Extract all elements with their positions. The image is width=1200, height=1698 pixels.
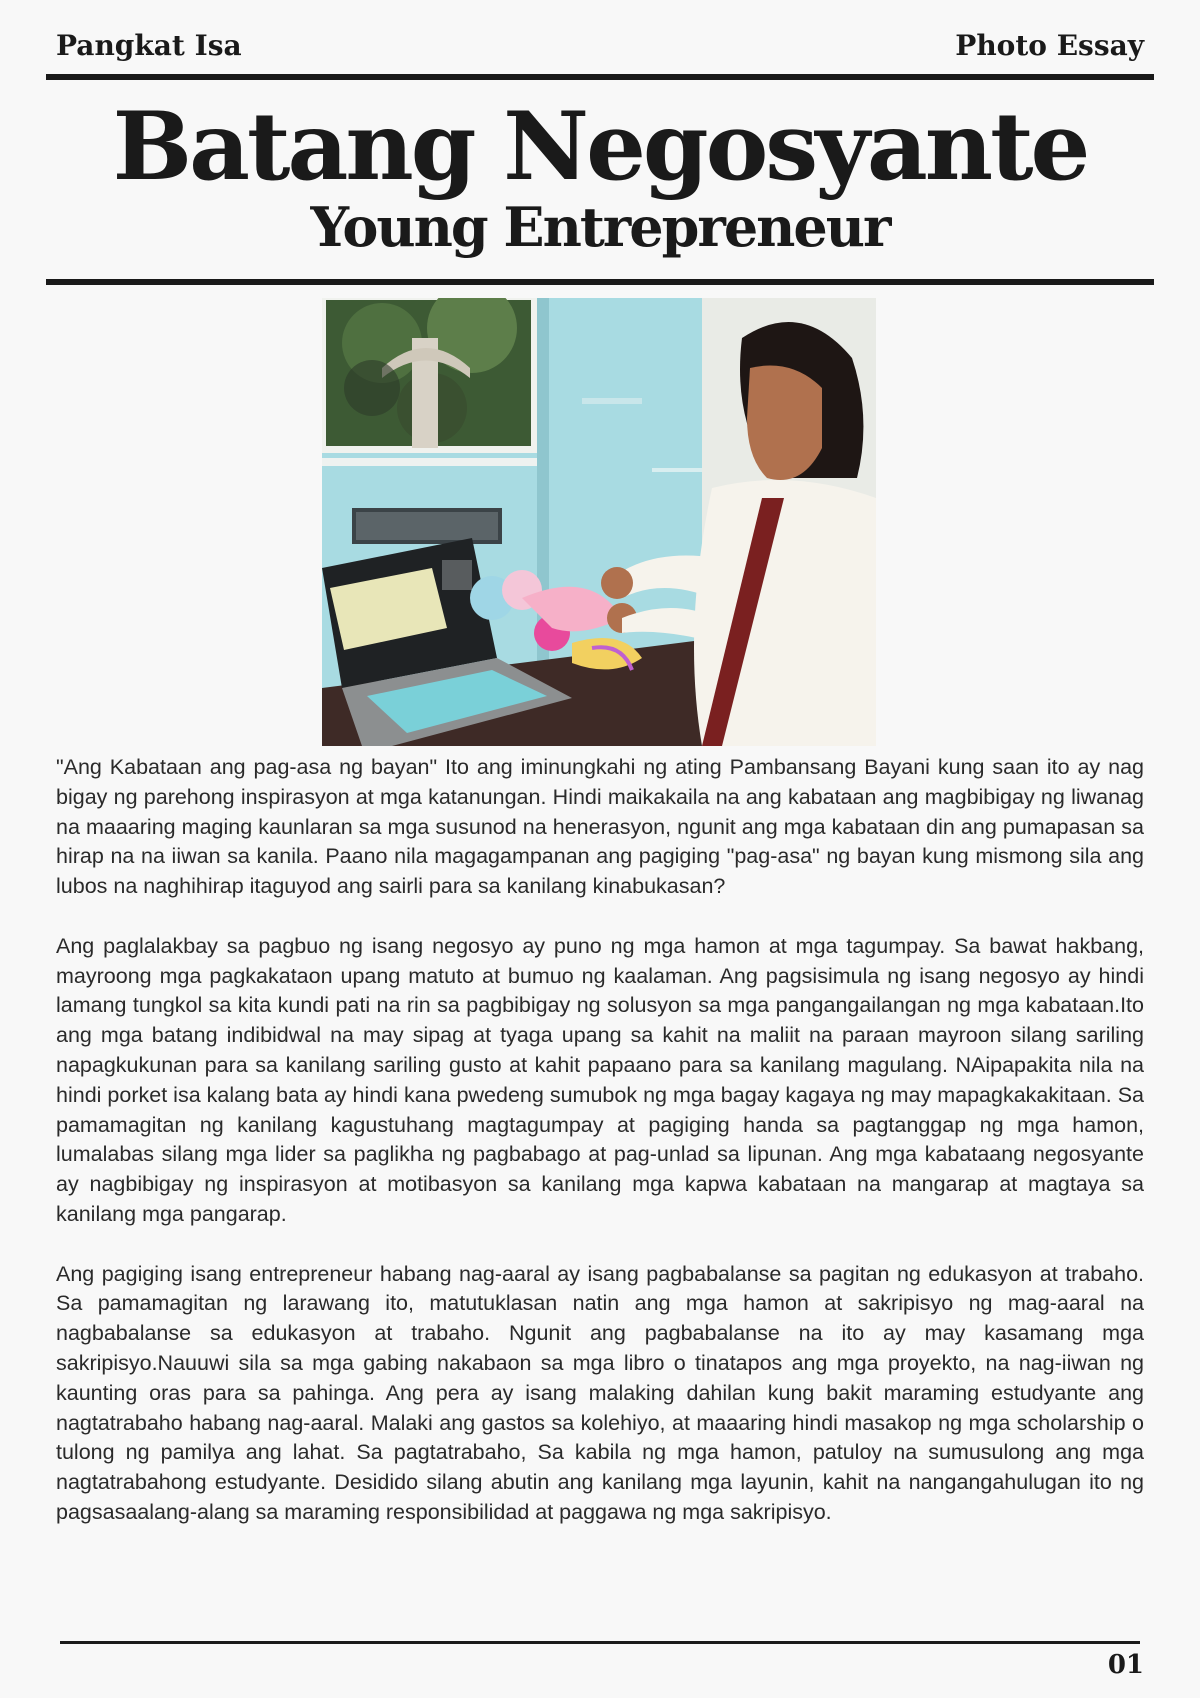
paragraph-student-entrepreneur: Ang pagiging isang entrepreneur habang nag-aaral ay isang pagbabalanse sa pagitan ng edukasyon at trabaho. Sa pamamagitan ng larawang ito, matutuklasan natin ang mga hamon at sakripisyo ng mag-aaral na nagbabalanse sa edukasyon at trabaho. Ngunit ang pagbabalanse na ito ay may kasamang mga sakripisyo.Nauuwi sila sa mga gabing nakabaon sa mga libro o tinatapos ang mga proyekto, na nag-iiwan ng kaunting oras para sa pahinga. Ang pera ay isang malaking dahilan kung bakit maraming estudyante ang nagtatrabaho habang nag-aaral. Malaki ang gastos sa kolehiyo, at maaaring hindi masakop ng mga scholarship o tulong ng pamilya ang lahat. Sa pagtatrabaho, Sa kabila ng mga hamon, patuloy na sumusulong ang mga nagtatrabahong estudyante. Desidido silang abutin ang kanilang mga layunin, kahit na nangangahulugan ito ng pagsasaalang-alang sa maraming responsibilidad at paggawa ng mga sakripisyo. [56, 1261, 1144, 1524]
photo-girl-crocheting-icon [322, 298, 876, 746]
essay-body [56, 753, 1144, 1558]
subtitle: Young Entrepreneur [310, 195, 890, 259]
running-header [56, 24, 1144, 66]
header-section-label: Photo Essay [955, 28, 1144, 62]
top-rule [46, 74, 1154, 80]
photo-illustration [322, 298, 876, 746]
paragraph-intro: "Ang Kabataan ang pag-asa ng bayan" Ito ang iminungkahi ng ating Pambansang Bayani kung saan ito ay nag bigay ng parehong inspirasyon at mga katanungan. Hindi maikakaila na ang kabataan ang magbibigay ng liwanag na maaaring maging kaunlaran sa mga susunod na henerasyon, ngunit ang mga kabataan din ang pumapasan sa hirap na na iiwan sa kanila. Paano nila magagampanan ang pagiging "pag-asa" ng bayan kung mismong sila ang lubos na naghihirap itaguyod ang sairli para sa kanilang kinabukasan? [56, 755, 1144, 899]
main-title: Batang Negosyante [112, 92, 1088, 202]
paragraph-business-journey: Ang paglalakbay sa pagbuo ng isang negosyo ay puno ng mga hamon at mga tagumpay. Sa bawat hakbang, mayroong mga pagkakataon upang matuto at bumuo ng kaalaman. Ang pagsisimula ng isang negosyo ay hindi lamang tungkol sa kita kundi pati na rin sa pagbibigay ng solusyon sa mga pangangailangan ng mga kabataan.Ito ang mga batang indibidwal na may sipag at tyaga upang sa kahit na maliit na paraan mayroon silang sariling napagkukunan para sa kanilang sariling gusto at kahit papaano para sa kanilang magulang. NAipapakita nila na hindi porket isa kalang bata ay hindi kana pwedeng sumubok ng mga bagay kagaya ng may mapagkakakitaan. Sa pamamagitan ng kanilang kagustuhang magtagumpay at pagiging handa sa pagtanggap ng mga hamon, lumalabas silang mga lider sa paglikha ng pagbabago at pag-unlad sa lipunan. Ang mga kabataang negosyante ay nagbibigay ng inspirasyon at motibasyon sa kanilang mga kapwa kabataan na mangarap at magtaya sa kanilang mga pangarap. [56, 933, 1144, 1226]
header-group-name: Pangkat Isa [56, 28, 242, 62]
footer-rule [60, 1641, 1140, 1644]
title-rule [46, 279, 1154, 285]
page-number: 01 [1107, 1650, 1144, 1680]
